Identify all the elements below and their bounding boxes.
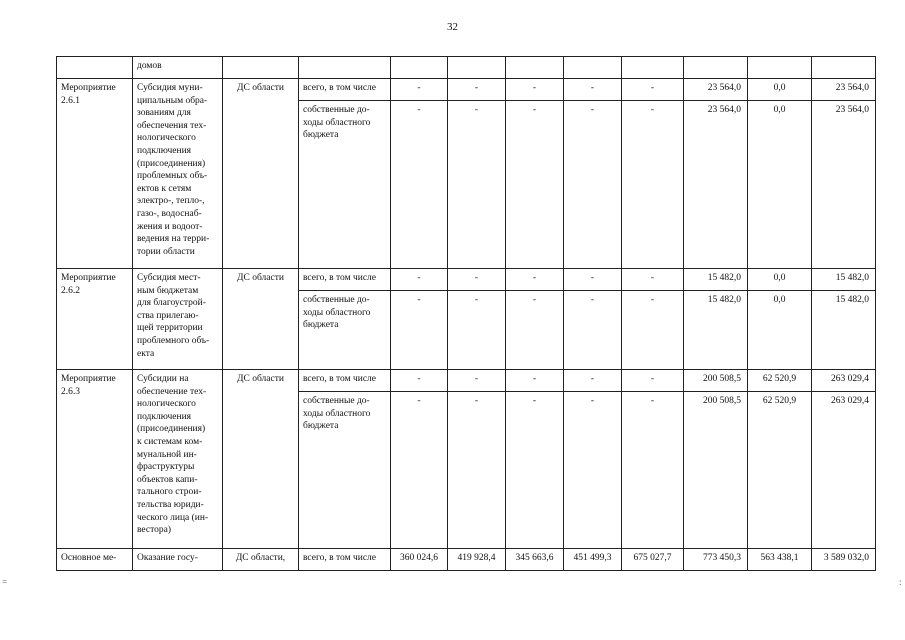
cell-value: [564, 57, 622, 79]
event-executor: ДС области: [223, 269, 299, 370]
event-id: Мероприятие 2.6.2: [57, 269, 133, 370]
event-total-row: [57, 79, 876, 101]
event-id: Основное ме-: [57, 549, 133, 571]
funding-value: 0,0: [748, 101, 812, 269]
funding-value: 263 029,4: [812, 392, 876, 549]
event-description: Субсидии на обеспечение тех- нологического подключения (присоединения) к системам ком- мунальной ин- фраструктуры объектов капи- тального строи- тельства юриди- ческого лица (ин- вестора): [133, 370, 223, 549]
funding-value: 563 438,1: [748, 549, 812, 571]
funding-value: 15 482,0: [684, 269, 748, 291]
funding-value: -: [506, 291, 564, 370]
funding-value: 0,0: [748, 79, 812, 101]
cell-value: [684, 57, 748, 79]
cell-source: [299, 57, 391, 79]
event-executor: ДС области: [223, 370, 299, 549]
funding-value: -: [448, 370, 506, 392]
funding-value: -: [391, 79, 448, 101]
funding-value: -: [448, 392, 506, 549]
funding-value: -: [391, 370, 448, 392]
funding-value: 3 589 032,0: [812, 549, 876, 571]
cell-event: [57, 57, 133, 79]
event-total-row: [57, 370, 876, 392]
continuation-row: [57, 57, 876, 79]
funding-value: 23 564,0: [684, 79, 748, 101]
funding-value: 360 024,6: [391, 549, 448, 571]
budget-table-frame: [56, 56, 876, 571]
cell-value: [448, 57, 506, 79]
funding-value: -: [564, 370, 622, 392]
event-description: Субсидия муни- ципальным обра- зованиям для обеспечения тех- нологического подключения (присоединения) проблемных объ- ектов к сетям электро-, тепло-, газо-, водоснаб- жения и водоот- ведения на терри- тории области: [133, 79, 223, 269]
funding-value: 15 482,0: [812, 291, 876, 370]
funding-value: -: [622, 269, 684, 291]
cell-value: [748, 57, 812, 79]
funding-source: собственные до- ходы областного бюджета: [299, 101, 391, 269]
funding-source: собственные до- ходы областного бюджета: [299, 392, 391, 549]
funding-value: -: [448, 269, 506, 291]
main-event-row: [57, 549, 876, 571]
right-edge-mark: :: [899, 577, 902, 587]
funding-value: 345 663,6: [506, 549, 564, 571]
funding-value: 200 508,5: [684, 392, 748, 549]
funding-value: 15 482,0: [684, 291, 748, 370]
funding-value: -: [506, 101, 564, 269]
funding-value: 451 499,3: [564, 549, 622, 571]
funding-value: -: [564, 291, 622, 370]
left-edge-mark: =: [2, 577, 8, 587]
funding-value: -: [564, 101, 622, 269]
funding-value: -: [622, 101, 684, 269]
event-description: Оказание госу-: [133, 549, 223, 571]
funding-value: -: [564, 79, 622, 101]
funding-value: 200 508,5: [684, 370, 748, 392]
funding-source: всего, в том числе: [299, 269, 391, 291]
funding-value: 23 564,0: [812, 79, 876, 101]
funding-source: всего, в том числе: [299, 370, 391, 392]
funding-source: всего, в том числе: [299, 79, 391, 101]
funding-value: -: [391, 392, 448, 549]
funding-value: -: [622, 79, 684, 101]
funding-value: -: [622, 370, 684, 392]
event-total-row: [57, 269, 876, 291]
funding-value: -: [622, 392, 684, 549]
funding-value: -: [391, 101, 448, 269]
event-id: Мероприятие 2.6.3: [57, 370, 133, 549]
funding-value: -: [506, 269, 564, 291]
funding-source: собственные до- ходы областного бюджета: [299, 291, 391, 370]
page-number: 32: [447, 21, 458, 33]
cell-executor: [223, 57, 299, 79]
funding-value: -: [564, 392, 622, 549]
funding-value: -: [391, 291, 448, 370]
funding-value: 773 450,3: [684, 549, 748, 571]
funding-value: 62 520,9: [748, 370, 812, 392]
event-executor: ДС области,: [223, 549, 299, 571]
funding-value: -: [622, 291, 684, 370]
funding-value: -: [391, 269, 448, 291]
cell-value: [391, 57, 448, 79]
funding-value: 0,0: [748, 269, 812, 291]
funding-value: -: [448, 79, 506, 101]
funding-value: 419 928,4: [448, 549, 506, 571]
event-id: Мероприятие 2.6.1: [57, 79, 133, 269]
funding-value: 23 564,0: [684, 101, 748, 269]
funding-value: 62 520,9: [748, 392, 812, 549]
cell-value: [812, 57, 876, 79]
table-body: [57, 57, 876, 571]
funding-source: всего, в том числе: [299, 549, 391, 571]
funding-value: -: [506, 392, 564, 549]
funding-value: 675 027,7: [622, 549, 684, 571]
funding-value: -: [506, 79, 564, 101]
funding-value: -: [506, 370, 564, 392]
cell-value: [622, 57, 684, 79]
cell-value: [506, 57, 564, 79]
cell-description: домов: [133, 57, 223, 79]
funding-value: 15 482,0: [812, 269, 876, 291]
funding-value: -: [564, 269, 622, 291]
event-executor: ДС области: [223, 79, 299, 269]
funding-value: -: [448, 291, 506, 370]
event-description: Субсидия мест- ным бюджетам для благоустрой- ства прилегаю- щей территории проблемного объ- екта: [133, 269, 223, 370]
funding-value: 263 029,4: [812, 370, 876, 392]
funding-value: 23 564,0: [812, 101, 876, 269]
funding-value: -: [448, 101, 506, 269]
funding-value: 0,0: [748, 291, 812, 370]
budget-table: [56, 56, 876, 571]
